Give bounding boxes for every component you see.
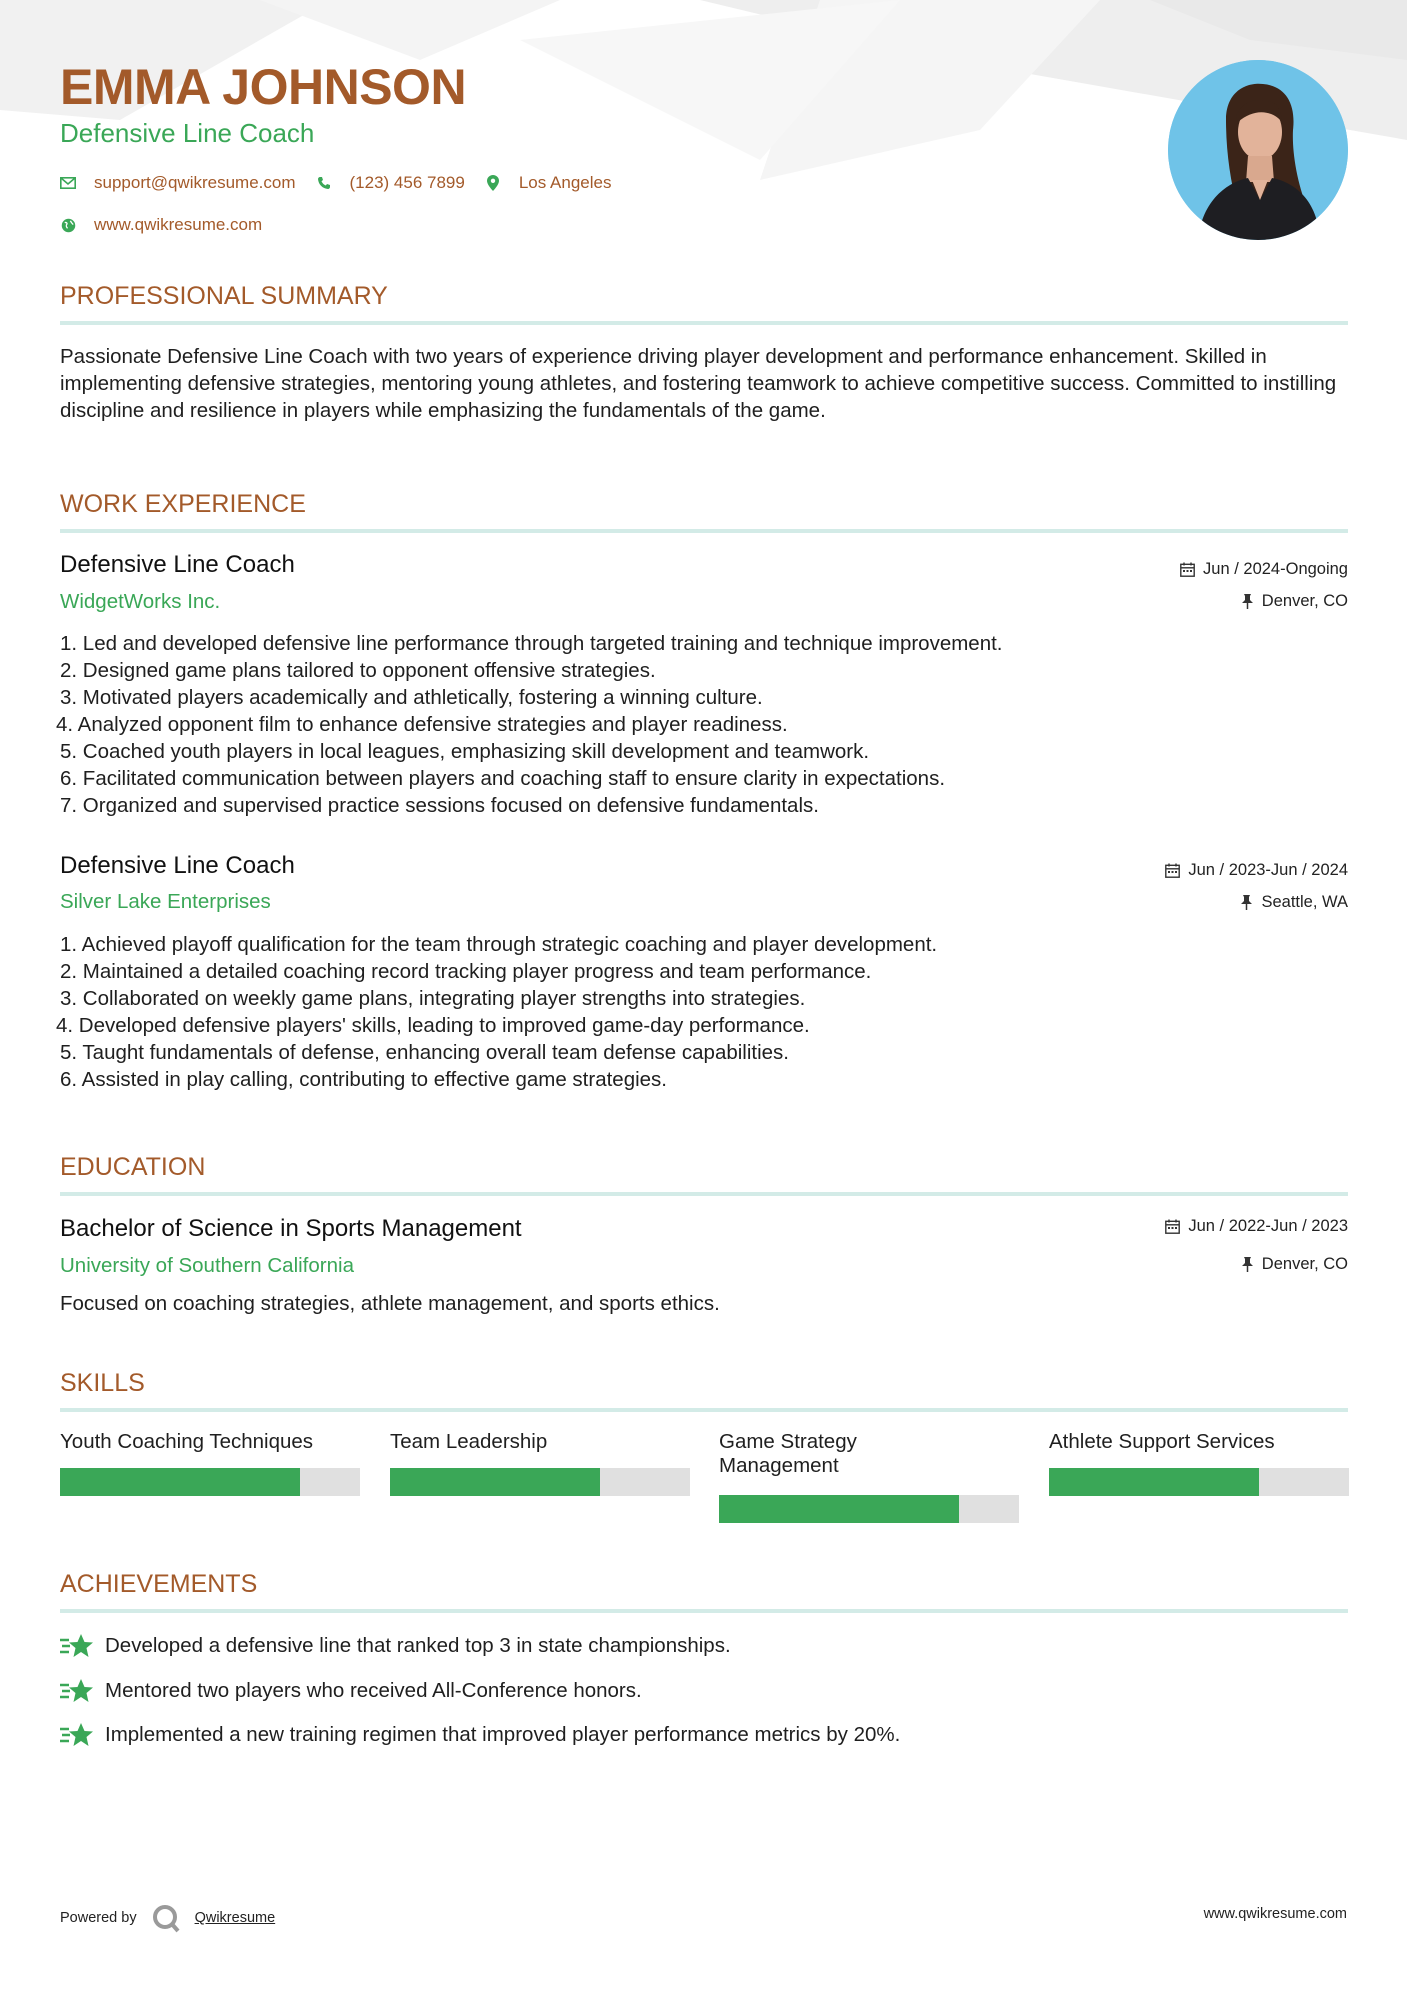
footer-powered-by <box>60 1903 275 1933</box>
footer-website-link[interactable]: www.qwikresume.com <box>1203 1906 1347 1922</box>
map-pin-icon <box>485 175 501 191</box>
star-achievement-icon <box>60 1721 94 1749</box>
list-item: 5. Coached youth players in local leagues, emphasizing skill development and teamwork. <box>60 740 870 763</box>
calendar-icon <box>1180 562 1195 577</box>
achievement-text: Mentored two players who received All-Conference honors. <box>105 1679 642 1702</box>
skill-item <box>390 1430 690 1454</box>
job-dates <box>1180 560 1348 579</box>
education-dates-text: Jun / 2022-Jun / 2023 <box>1188 1217 1348 1235</box>
skill-level-fill <box>1049 1468 1259 1496</box>
job-responsibilities-list <box>56 630 1348 819</box>
job-dates-text: Jun / 2023-Jun / 2024 <box>1188 861 1348 879</box>
calendar-icon <box>1165 863 1180 878</box>
skill-level-bar <box>60 1468 360 1496</box>
email-icon <box>60 175 76 191</box>
pushpin-icon <box>1241 594 1254 609</box>
list-item: 4. Analyzed opponent film to enhance defensive strategies and player readiness. <box>56 713 788 736</box>
job-responsibilities-list <box>56 931 1348 1093</box>
skills-divider <box>60 1408 1348 1412</box>
skill-item <box>1049 1430 1349 1454</box>
list-item: 3. Collaborated on weekly game plans, integrating player strengths into strategies. <box>60 987 806 1010</box>
company-name: WidgetWorks Inc. <box>60 590 221 613</box>
list-item: 3. Motivated players academically and athletically, fostering a winning culture. <box>60 686 763 709</box>
star-achievement-icon <box>60 1632 94 1660</box>
website-row <box>60 215 282 235</box>
profile-photo <box>1168 60 1348 240</box>
job-location-text: Seattle, WA <box>1261 893 1348 911</box>
job-dates-text: Jun / 2024-Ongoing <box>1203 560 1348 578</box>
list-item: 5. Taught fundamentals of defense, enhancing overall team defense capabilities. <box>60 1041 790 1064</box>
achievement-text: Developed a defensive line that ranked top 3 in state championships. <box>105 1634 731 1657</box>
pushpin-icon <box>1241 1257 1254 1272</box>
skill-name: Athlete Support Services <box>1049 1430 1275 1453</box>
skill-item <box>60 1430 360 1454</box>
list-item: 6. Facilitated communication between players and coaching staff to ensure clarity in expectations. <box>60 767 946 790</box>
skills-heading: SKILLS <box>60 1369 145 1397</box>
powered-by-label: Powered by <box>60 1910 137 1926</box>
summary-text: Passionate Defensive Line Coach with two years of experience driving player development and performance enhancement. Skilled in implementing defensive strategies, mentoring young athletes, and fostering teamwork to achieve competitive success. Committed to instilling discipline and resilience in players while emphasizing the fundamentals of the game. <box>60 345 1337 422</box>
qwikresume-logo-icon <box>151 1903 181 1933</box>
experience-heading: WORK EXPERIENCE <box>60 490 306 518</box>
list-item: 7. Organized and supervised practice sessions focused on defensive fundamentals. <box>60 794 819 817</box>
education-description: Focused on coaching strategies, athlete management, and sports ethics. <box>60 1292 720 1315</box>
achievements-divider <box>60 1609 1348 1613</box>
star-achievement-icon <box>60 1677 94 1705</box>
location-text: Los Angeles <box>518 173 612 192</box>
qwikresume-link[interactable]: Qwikresume <box>194 1910 276 1926</box>
job-dates <box>1165 861 1348 880</box>
job-title: Defensive Line Coach <box>60 852 295 879</box>
skill-level-bar <box>719 1495 1019 1523</box>
list-item: 2. Designed game plans tailored to opponent offensive strategies. <box>60 659 656 682</box>
skill-level-fill <box>390 1468 600 1496</box>
skill-level-fill <box>719 1495 959 1523</box>
education-location <box>1241 1255 1348 1274</box>
website-link[interactable]: www.qwikresume.com <box>94 215 263 234</box>
list-item: 6. Assisted in play calling, contributing to effective game strategies. <box>60 1068 667 1091</box>
list-item: 4. Developed defensive players' skills, leading to improved game-day performance. <box>56 1014 810 1037</box>
experience-divider <box>60 529 1348 533</box>
school-name: University of Southern California <box>60 1254 354 1277</box>
job-location <box>1241 592 1348 611</box>
skill-level-bar <box>1049 1468 1349 1496</box>
job-location-text: Denver, CO <box>1261 592 1348 610</box>
achievement-item <box>60 1721 900 1749</box>
email-link[interactable]: support@qwikresume.com <box>94 173 296 192</box>
education-heading: EDUCATION <box>60 1153 206 1181</box>
skill-item <box>719 1430 939 1478</box>
achievement-item <box>60 1632 731 1660</box>
achievements-heading: ACHIEVEMENTS <box>60 1570 258 1598</box>
skill-level-bar <box>390 1468 690 1496</box>
achievement-item <box>60 1677 642 1705</box>
calendar-icon <box>1165 1219 1180 1234</box>
summary-divider <box>60 321 1348 325</box>
skill-name: Game Strategy Management <box>719 1430 857 1477</box>
skill-name: Team Leadership <box>390 1430 548 1453</box>
achievement-text: Implemented a new training regimen that improved player performance metrics by 20%. <box>105 1723 901 1746</box>
company-name: Silver Lake Enterprises <box>60 890 271 913</box>
pushpin-icon <box>1240 895 1253 910</box>
education-location-text: Denver, CO <box>1261 1255 1348 1273</box>
contact-row <box>60 173 631 193</box>
list-item: 2. Maintained a detailed coaching record tracking player progress and team performance. <box>60 960 872 983</box>
candidate-name: EMMA JOHNSON <box>60 59 467 115</box>
skill-name: Youth Coaching Techniques <box>60 1430 314 1453</box>
list-item: 1. Led and developed defensive line performance through targeted training and technique improvement. <box>60 632 1003 655</box>
job-title: Defensive Line Coach <box>60 551 295 578</box>
job-location <box>1240 893 1348 912</box>
phone-text: (123) 456 7899 <box>349 173 465 192</box>
degree-title: Bachelor of Science in Sports Management <box>60 1215 522 1242</box>
summary-heading: PROFESSIONAL SUMMARY <box>60 282 388 310</box>
education-divider <box>60 1192 1348 1196</box>
phone-icon <box>316 175 332 191</box>
globe-icon <box>60 217 76 233</box>
candidate-title: Defensive Line Coach <box>60 118 315 148</box>
skill-level-fill <box>60 1468 300 1496</box>
list-item: 1. Achieved playoff qualification for the team through strategic coaching and player development. <box>60 933 938 956</box>
education-dates <box>1165 1217 1348 1236</box>
